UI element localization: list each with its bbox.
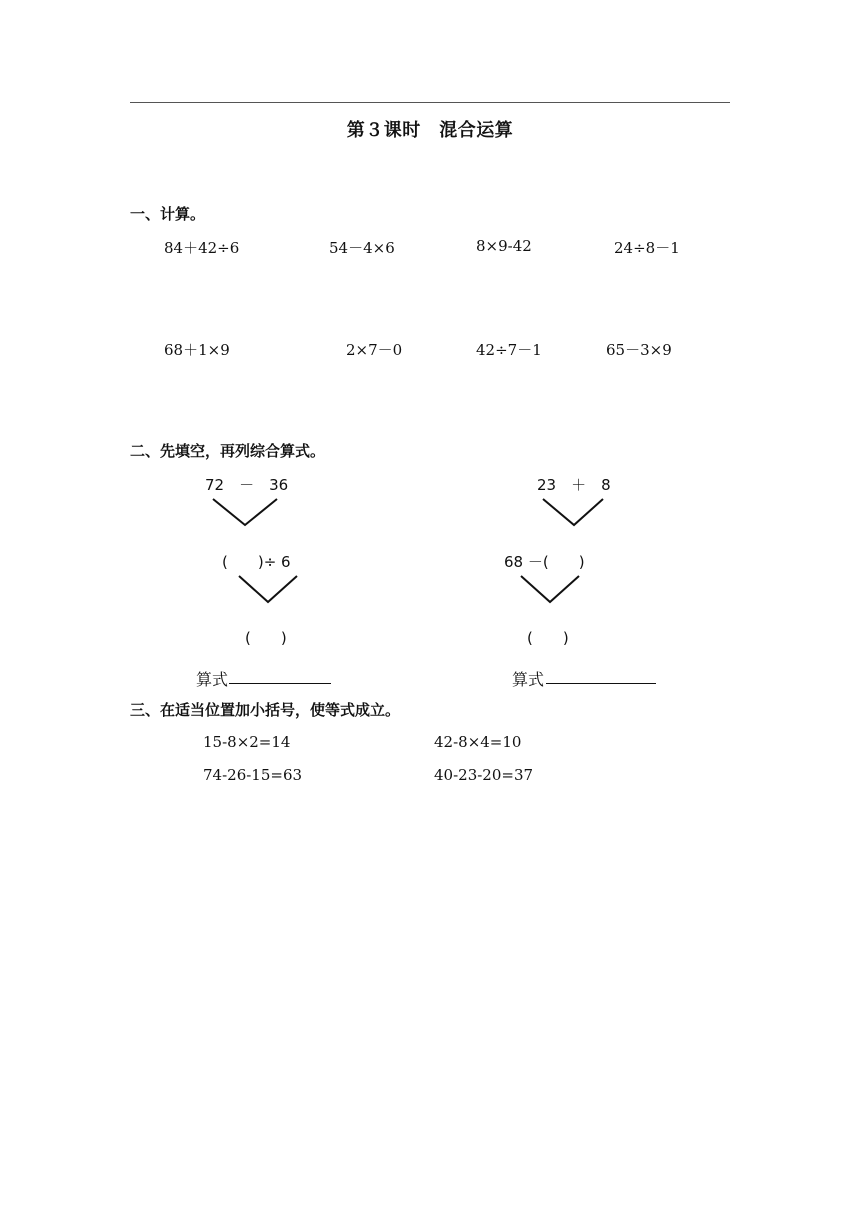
calc-expression: 84＋42÷6 <box>164 239 240 257</box>
left-merge-lines-2 <box>236 573 300 605</box>
right-answer-blank[interactable]: ( ) <box>527 629 569 647</box>
calc-expression: 2×7－0 <box>346 341 403 359</box>
right-formula-blank[interactable] <box>546 683 656 684</box>
left-formula-blank[interactable] <box>229 683 331 684</box>
left-merge-lines <box>210 496 280 528</box>
right-merge-lines <box>540 496 606 528</box>
section-2-heading: 二、先填空，再列综合算式。 <box>130 442 326 460</box>
calc-expression: 54－4×6 <box>329 239 395 257</box>
equation: 42-8×4=10 <box>434 733 522 751</box>
equation: 40-23-20=37 <box>434 766 534 784</box>
left-diagram-operands: 72 － 36 <box>205 476 289 494</box>
calc-expression: 42÷7－1 <box>476 341 542 359</box>
calc-expression: 65－3×9 <box>606 341 672 359</box>
equation: 15-8×2=14 <box>203 733 291 751</box>
calc-expression: 68＋1×9 <box>164 341 230 359</box>
lesson-title: 第３课时 混合运算 <box>346 120 514 141</box>
right-diagram-middle: 68 －( ) <box>504 553 585 571</box>
calc-expression: 24÷8－1 <box>614 239 680 257</box>
right-merge-lines-2 <box>518 573 582 605</box>
equation: 74-26-15=63 <box>203 766 303 784</box>
header-rule <box>130 102 730 103</box>
right-formula-label: 算式 <box>512 670 545 689</box>
right-diagram-operands: 23 ＋ 8 <box>537 476 611 494</box>
left-diagram-middle: ( )÷ 6 <box>222 553 291 571</box>
left-formula-label: 算式 <box>196 670 229 689</box>
calc-expression: 8×9-42 <box>476 237 532 255</box>
section-1-heading: 一、计算。 <box>130 205 206 223</box>
section-3-heading: 三、在适当位置加小括号，使等式成立。 <box>130 701 401 719</box>
left-answer-blank[interactable]: ( ) <box>245 629 287 647</box>
